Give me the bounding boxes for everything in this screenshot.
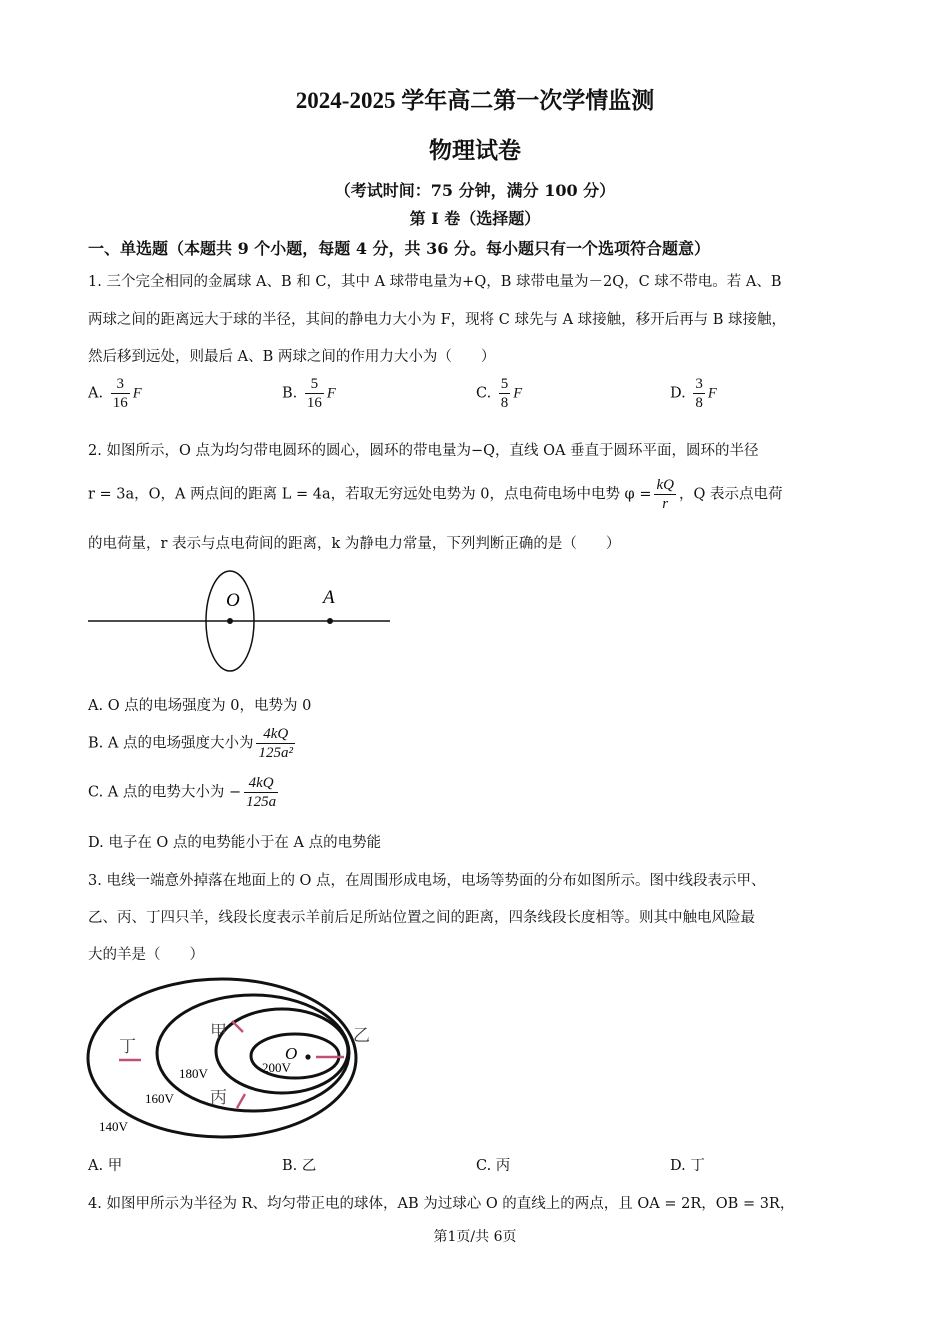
q3-option-d[interactable]: D. 丁 xyxy=(670,1158,705,1174)
label-yi: 乙 xyxy=(353,1026,370,1045)
label-160v: 160V xyxy=(145,1091,174,1106)
phi-fraction: $\frac{kQ}{r}$ xyxy=(656,477,674,512)
q2-line-2 xyxy=(88,476,782,513)
q3-line-3: 大的羊是（ ） xyxy=(88,947,204,963)
equipotential-180v xyxy=(216,1009,348,1093)
q2-option-b[interactable] xyxy=(88,725,298,762)
q2-line-3: 的电荷量，r 表示与点电荷间的距离，k 为静电力常量，下列判断正确的是（ ） xyxy=(88,536,621,552)
point-o xyxy=(227,618,233,624)
q3-option-b[interactable]: B. 乙 xyxy=(282,1158,317,1174)
equipotential-140v xyxy=(88,979,356,1137)
fraction: $\frac{4kQ}{125a}$ xyxy=(246,775,277,810)
exam-info: （考试时间：75 分钟，满分 100 分） xyxy=(334,181,616,200)
section-heading: 一、单选题（本题共 9 个小题，每题 4 分，共 36 分。每小题只有一个选项符合题意） xyxy=(88,239,710,258)
q1-option-c[interactable]: C. $\frac{5}{8}$ F xyxy=(476,376,523,411)
q2-line-2a: r = 3a，O，A 两点间的距离 L = 4a，若取无穷远处电势为 0，点电荷电场中电势 φ = xyxy=(88,486,652,503)
q2-option-d[interactable]: D. 电子在 O 点的电势能小于在 A 点的电势能 xyxy=(88,835,382,851)
q2-option-a[interactable]: A. O 点的电场强度为 0，电势为 0 xyxy=(88,698,312,714)
option-label: A. xyxy=(88,385,104,402)
fraction: $\frac{3}{8}$ xyxy=(695,376,703,411)
q3-equipotential-figure xyxy=(85,975,385,1145)
q1-option-d[interactable]: D. $\frac{3}{8}$ F xyxy=(670,376,717,411)
label-jia: 甲 xyxy=(210,1022,227,1041)
fraction: $\frac{5}{8}$ xyxy=(500,376,509,411)
sheep-jia-mark xyxy=(232,1021,243,1032)
option-label: B. xyxy=(282,385,298,402)
q4-line-1: 4. 如图甲所示为半径为 R、均匀带正电的球体，AB 为过球心 O 的直线上的两点，且 OA = 2R，OB = 3R， xyxy=(88,1196,795,1212)
sheep-bing-mark xyxy=(237,1094,245,1108)
page-footer: 第1页/共 6页 xyxy=(433,1229,517,1245)
option-label: D. xyxy=(670,385,686,402)
option-label: C. xyxy=(476,385,492,402)
label-200v: 200V xyxy=(262,1060,291,1075)
point-o xyxy=(305,1054,310,1059)
label-a: A xyxy=(323,587,335,608)
q3-option-a[interactable]: A. 甲 xyxy=(88,1158,123,1174)
label-180v: 180V xyxy=(179,1066,208,1081)
q1-line-3: 然后移到远处，则最后 A、B 两球之间的作用力大小为（ ） xyxy=(88,349,496,365)
q2-line-2b: ，Q 表示点电荷 xyxy=(678,486,783,503)
q2-option-c[interactable] xyxy=(88,774,281,811)
q2-ring-figure xyxy=(86,565,396,680)
q1-option-a[interactable]: A. $\frac{3}{16}$ F xyxy=(88,376,142,411)
label-ding: 丁 xyxy=(119,1037,136,1056)
q3-option-c[interactable]: C. 丙 xyxy=(476,1158,511,1174)
q1-line-2: 两球之间的距离远大于球的半径，其间的静电力大小为 F，现将 C 球先与 A 球接触，移开后再与 B 球接触， xyxy=(88,312,787,328)
label-o: O xyxy=(226,590,240,611)
exam-subject: 物理试卷 xyxy=(429,137,521,164)
option-text: B. A 点的电场强度大小为 xyxy=(88,735,254,752)
option-text: C. A 点的电势大小为 − xyxy=(88,784,242,801)
q1-option-b[interactable]: B. $\frac{5}{16}$ F xyxy=(282,376,336,411)
q1-line-1: 1. 三个完全相同的金属球 A、B 和 C，其中 A 球带电量为+Q，B 球带电量为－2Q，C 球不带电。若 A、B xyxy=(88,274,782,290)
q2-line-1: 2. 如图所示，O 点为均匀带电圆环的圆心，圆环的带电量为−Q，直线 OA 垂直于圆环平面，圆环的半径 xyxy=(88,443,759,459)
fraction: $\frac{5}{16}$ xyxy=(306,376,322,411)
label-140v: 140V xyxy=(99,1119,128,1134)
exam-title: 2024-2025 学年高二第一次学情监测 xyxy=(295,88,655,113)
volume-heading: 第 I 卷（选择题） xyxy=(409,209,541,228)
q3-line-1: 3. 电线一端意外掉落在地面上的 O 点，在周围形成电场，电场等势面的分布如图所示。图中线段表示甲、 xyxy=(88,873,766,889)
label-bing: 丙 xyxy=(210,1088,227,1107)
fraction: $\frac{4kQ}{\text{125a²}}$ xyxy=(258,726,293,761)
label-o: O xyxy=(285,1044,298,1063)
q3-line-2: 乙、丙、丁四只羊，线段长度表示羊前后足所站位置之间的距离，四条线段长度相等。则其中触电风险最 xyxy=(88,910,755,926)
fraction: $\frac{3}{16}$ xyxy=(112,376,128,411)
point-a xyxy=(327,618,333,624)
